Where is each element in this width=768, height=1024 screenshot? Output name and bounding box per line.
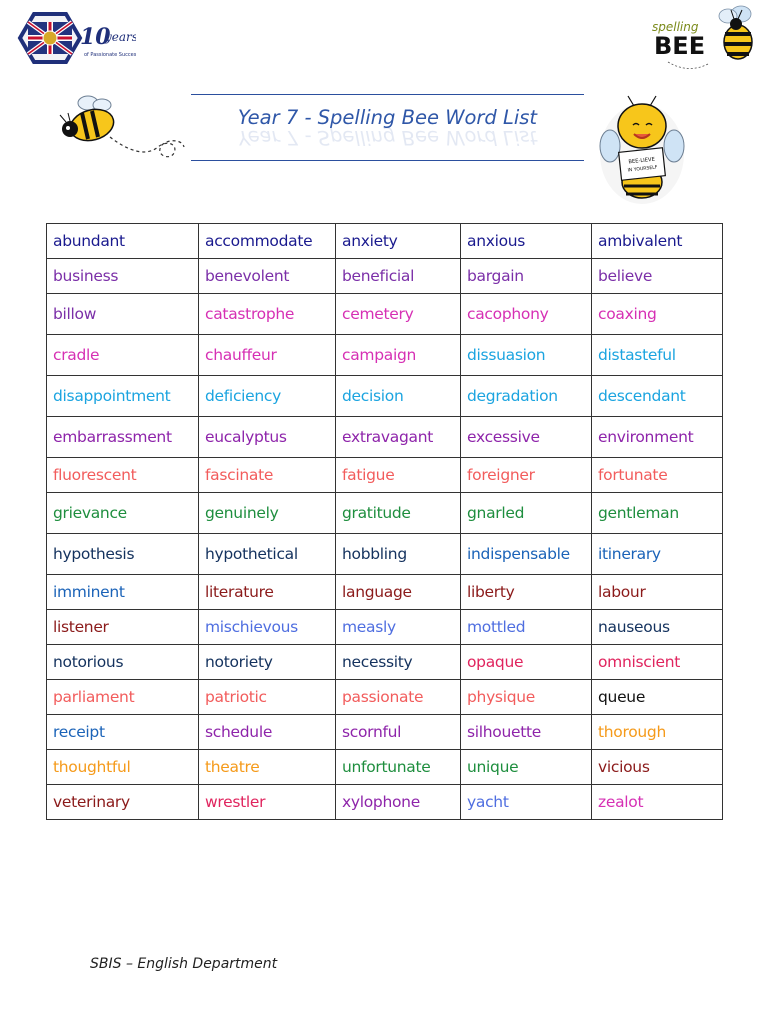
word-cell: vicious bbox=[592, 750, 723, 785]
word-cell: cradle bbox=[47, 335, 199, 376]
school-logo-number: 10 bbox=[80, 24, 111, 50]
word-cell: zealot bbox=[592, 785, 723, 820]
word-cell: listener bbox=[47, 610, 199, 645]
word-cell: labour bbox=[592, 575, 723, 610]
word-cell: deficiency bbox=[199, 376, 336, 417]
table-row bbox=[47, 376, 723, 417]
word-cell: wrestler bbox=[199, 785, 336, 820]
word-cell: anxiety bbox=[336, 224, 461, 259]
word-cell: billow bbox=[47, 294, 199, 335]
table-row bbox=[47, 493, 723, 534]
word-cell: cemetery bbox=[336, 294, 461, 335]
word-cell: indispensable bbox=[461, 534, 592, 575]
word-cell: grievance bbox=[47, 493, 199, 534]
table-row bbox=[47, 610, 723, 645]
word-cell: abundant bbox=[47, 224, 199, 259]
table-row bbox=[47, 645, 723, 680]
table-row bbox=[47, 680, 723, 715]
table-row bbox=[47, 575, 723, 610]
word-cell: decision bbox=[336, 376, 461, 417]
word-cell: thoughtful bbox=[47, 750, 199, 785]
word-cell: extravagant bbox=[336, 417, 461, 458]
word-cell: literature bbox=[199, 575, 336, 610]
word-cell: embarrassment bbox=[47, 417, 199, 458]
word-cell: disappointment bbox=[47, 376, 199, 417]
word-cell: environment bbox=[592, 417, 723, 458]
word-cell: xylophone bbox=[336, 785, 461, 820]
word-cell: dissuasion bbox=[461, 335, 592, 376]
word-cell: language bbox=[336, 575, 461, 610]
word-table bbox=[46, 223, 723, 820]
word-cell: mottled bbox=[461, 610, 592, 645]
word-cell: measly bbox=[336, 610, 461, 645]
word-cell: theatre bbox=[199, 750, 336, 785]
footer-department: SBIS – English Department bbox=[90, 956, 278, 972]
word-cell: yacht bbox=[461, 785, 592, 820]
word-cell: hypothetical bbox=[199, 534, 336, 575]
word-cell: queue bbox=[592, 680, 723, 715]
word-cell: eucalyptus bbox=[199, 417, 336, 458]
page-title-reflection: Year 7 - Spelling Bee Word List bbox=[237, 126, 538, 149]
word-cell: schedule bbox=[199, 715, 336, 750]
table-row bbox=[47, 785, 723, 820]
page-title: Year 7 - Spelling Bee Word List bbox=[237, 106, 538, 129]
word-cell: receipt bbox=[47, 715, 199, 750]
word-cell: gratitude bbox=[336, 493, 461, 534]
table-row bbox=[47, 417, 723, 458]
word-cell: ambivalent bbox=[592, 224, 723, 259]
school-logo-years: years bbox=[105, 30, 136, 44]
word-cell: genuinely bbox=[199, 493, 336, 534]
word-table-body bbox=[47, 224, 723, 820]
word-cell: gnarled bbox=[461, 493, 592, 534]
school-logo-tagline: of Passionate Success bbox=[84, 52, 136, 58]
spelling-logo-line2: BEE bbox=[654, 32, 706, 60]
word-cell: nauseous bbox=[592, 610, 723, 645]
table-row bbox=[47, 715, 723, 750]
word-cell: accommodate bbox=[199, 224, 336, 259]
bee-sign-line2: IN YOURSELF bbox=[627, 165, 658, 174]
word-cell: opaque bbox=[461, 645, 592, 680]
word-cell: silhouette bbox=[461, 715, 592, 750]
word-cell: chauffeur bbox=[199, 335, 336, 376]
table-row bbox=[47, 224, 723, 259]
bee-illustration-left bbox=[58, 95, 188, 170]
word-cell: cacophony bbox=[461, 294, 592, 335]
word-cell: necessity bbox=[336, 645, 461, 680]
word-cell: itinerary bbox=[592, 534, 723, 575]
word-cell: imminent bbox=[47, 575, 199, 610]
word-cell: parliament bbox=[47, 680, 199, 715]
word-cell: thorough bbox=[592, 715, 723, 750]
word-cell: hobbling bbox=[336, 534, 461, 575]
word-cell: business bbox=[47, 259, 199, 294]
spelling-bee-logo bbox=[648, 4, 760, 74]
word-cell: believe bbox=[592, 259, 723, 294]
table-row bbox=[47, 534, 723, 575]
word-cell: hypothesis bbox=[47, 534, 199, 575]
word-cell: unfortunate bbox=[336, 750, 461, 785]
school-logo bbox=[14, 10, 136, 66]
word-cell: foreigner bbox=[461, 458, 592, 493]
word-cell: beneficial bbox=[336, 259, 461, 294]
word-cell: degradation bbox=[461, 376, 592, 417]
word-cell: campaign bbox=[336, 335, 461, 376]
table-row bbox=[47, 294, 723, 335]
word-cell: excessive bbox=[461, 417, 592, 458]
word-cell: fascinate bbox=[199, 458, 336, 493]
word-cell: liberty bbox=[461, 575, 592, 610]
word-cell: unique bbox=[461, 750, 592, 785]
word-cell: physique bbox=[461, 680, 592, 715]
bee-illustration-right bbox=[596, 94, 688, 206]
bee-sign-line1: BEE-LIEVE bbox=[628, 156, 656, 166]
word-cell: distasteful bbox=[592, 335, 723, 376]
table-row bbox=[47, 335, 723, 376]
word-cell: patriotic bbox=[199, 680, 336, 715]
word-cell: veterinary bbox=[47, 785, 199, 820]
word-cell: anxious bbox=[461, 224, 592, 259]
table-row bbox=[47, 259, 723, 294]
word-cell: coaxing bbox=[592, 294, 723, 335]
word-cell: passionate bbox=[336, 680, 461, 715]
word-cell: catastrophe bbox=[199, 294, 336, 335]
title-rule-top bbox=[191, 94, 584, 95]
word-cell: fluorescent bbox=[47, 458, 199, 493]
word-cell: fortunate bbox=[592, 458, 723, 493]
word-cell: benevolent bbox=[199, 259, 336, 294]
word-cell: bargain bbox=[461, 259, 592, 294]
table-row bbox=[47, 458, 723, 493]
word-cell: scornful bbox=[336, 715, 461, 750]
word-cell: descendant bbox=[592, 376, 723, 417]
word-cell: mischievous bbox=[199, 610, 336, 645]
word-cell: gentleman bbox=[592, 493, 723, 534]
spelling-logo-line1: spelling bbox=[652, 20, 699, 34]
title-rule-bottom bbox=[191, 160, 584, 161]
word-cell: fatigue bbox=[336, 458, 461, 493]
table-row bbox=[47, 750, 723, 785]
word-cell: notorious bbox=[47, 645, 199, 680]
word-cell: notoriety bbox=[199, 645, 336, 680]
word-cell: omniscient bbox=[592, 645, 723, 680]
